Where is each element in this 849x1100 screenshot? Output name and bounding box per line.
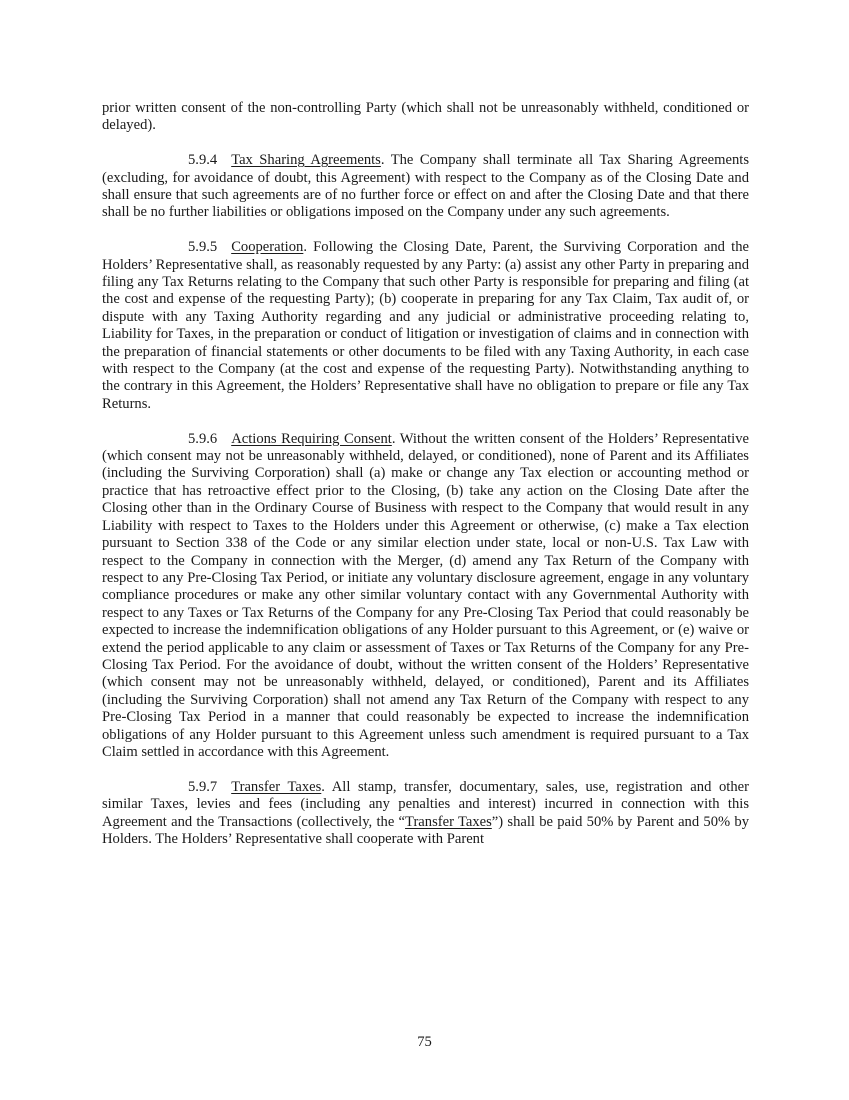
- section-body: . The Company shall terminate all Tax Sharing Agreements (excluding, for avoidance of doubt, this Agreement) with respect to the Company as of the Closing Date and shall ensure that such agreements are of no further force or effect on and after the Closing Date and that there shall be no further liabilities or obligations imposed on the Company under any such agreements.: [102, 152, 749, 221]
- defined-term: Transfer Taxes: [405, 813, 492, 830]
- section-5-9-5: [102, 239, 749, 413]
- section-number: 5.9.5: [188, 239, 218, 256]
- section-body: . All stamp, transfer, documentary, sales, use, registration and other similar Taxes, levies and fees (including any penalties and interest) incurred in connection with this Agreement and the Transactions (collectively, the “: [102, 778, 749, 830]
- section-body: . Following the Closing Date, Parent, the Surviving Corporation and the Holders’ Representative shall, as reasonably requested by any Party: (a) assist any other Party in preparing and filing any Tax Returns relating to the Company that such other Party is responsible for preparing and filing (at the cost and expense of the requesting Party); (b) cooperate in preparing for any Tax Claim, Tax audit of, or dispute with any Taxing Authority regarding and any judicial or administrative proceeding relating to, Liability for Taxes, in the preparation or conduct of litigation or investigation of claims and in connection with the preparation of financial statements or other documents to be filed with any Taxing Authority, in each case with respect to the Company (at the cost and expense of the requesting Party). Notwithstanding anything to the contrary in this Agreement, the Holders’ Representative shall have no obligation to prepare or file any Tax Returns.: [102, 239, 749, 412]
- section-number: 5.9.6: [188, 430, 218, 447]
- intro-paragraph: prior written consent of the non-controlling Party (which shall not be unreasonably withheld, conditioned or delayed).: [102, 100, 749, 134]
- section-heading: Tax Sharing Agreements: [231, 152, 381, 169]
- section-heading: Cooperation: [231, 239, 304, 256]
- page-number: 75: [417, 1034, 432, 1050]
- section-body: . Without the written consent of the Holders’ Representative (which consent may not be unreasonably withheld, delayed, or conditioned), none of Parent and its Affiliates (including the Surviving Corporation) shall (a) make or change any Tax election or accounting method or practice that has retroactive effect prior to the Closing, (b) take any action on the Closing Date after the Closing other than in the Ordinary Course of Business with respect to the Company that would result in any Liability with respect to Taxes to the Holders under this Agreement or otherwise, (c) make a Tax election pursuant to Section 338 of the Code or any similar election under state, local or non-U.S. Tax Law with respect to the Company in connection with the Merger, (d) amend any Tax Return of the Company with respect to any Pre-Closing Tax Period, or initiate any voluntary disclosure agreement, engage in any voluntary compliance procedures or make any other similar voluntary contact with any Governmental Authority with respect to any Taxes or Tax Returns of the Company for any Pre-Closing Tax Period that could reasonably be expected to increase the indemnification obligations of any Holder pursuant to this Agreement, or (e) waive or extend the period applicable to any claim or assessment of Taxes or Tax Returns of the Company for any Pre-Closing Tax Period. For the avoidance of doubt, without the written consent of the Holders’ Representative (which consent may not be unreasonably withheld, delayed, or conditioned), Parent and its Affiliates (including the Surviving Corporation) shall not amend any Tax Return of the Company with respect to any Pre-Closing Tax Period in a manner that could reasonably be expected to increase the indemnification obligations of any Holder pursuant to this Agreement unless such amendment is required pursuant to a Tax Claim settled in accordance with this Agreement.: [102, 430, 749, 760]
- section-body-continued: ”) shall be paid 50% by Parent and 50% by Holders. The Holders’ Representative shall cooperate with Parent: [102, 813, 750, 847]
- document-page: [102, 100, 749, 866]
- section-number: 5.9.4: [188, 152, 218, 169]
- section-number: 5.9.7: [188, 778, 218, 795]
- section-5-9-4: [102, 152, 749, 222]
- section-5-9-6: [102, 431, 749, 762]
- section-heading: Actions Requiring Consent: [231, 430, 392, 447]
- section-heading: Transfer Taxes: [231, 778, 322, 795]
- section-5-9-7: [102, 779, 749, 849]
